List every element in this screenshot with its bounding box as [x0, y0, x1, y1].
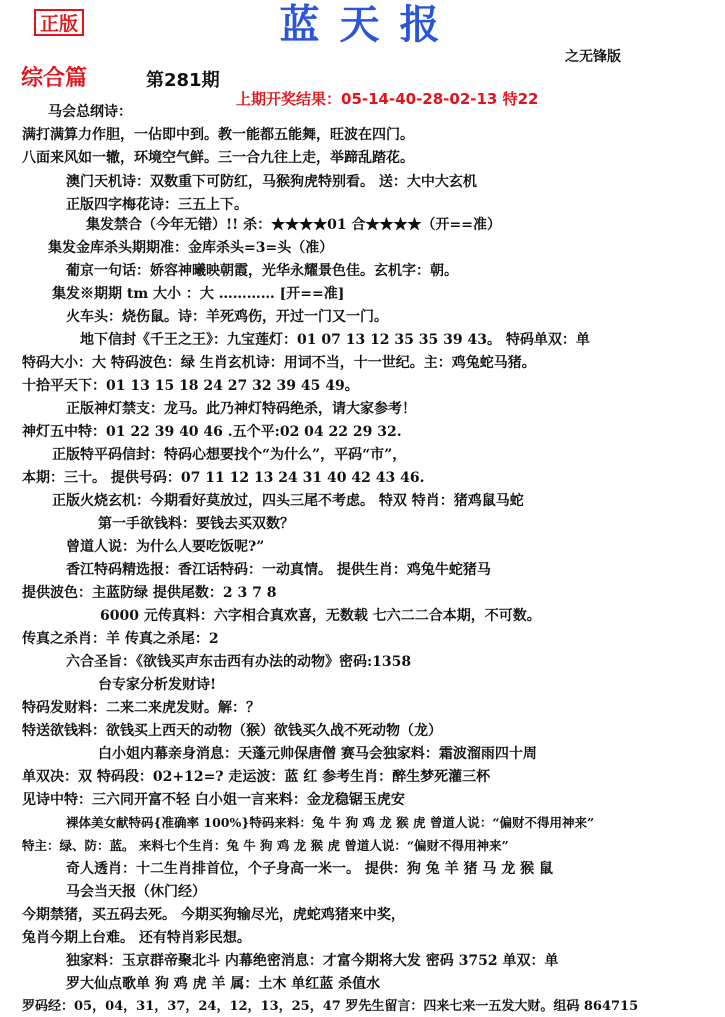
- section-title: 综合篇: [21, 65, 88, 91]
- text-line: 第一手欲钱料：要钱去买双数？: [98, 516, 294, 532]
- text-line: 6000 元传真料：六字相合真欢喜，无数载 七六二二合本期，不可数。: [100, 608, 541, 624]
- text-line: 葡京一句话：娇容神曦映朝霞，光华永耀景色佳。玄机字：朝。: [66, 263, 458, 279]
- text-line: 本期：三十。 提供号码：07 11 12 13 24 31 40 42 43 46.: [22, 470, 425, 486]
- text-line: 特送欲钱料：欲钱买上西天的动物（猴）欲钱买久战不死动物（龙）: [22, 723, 442, 739]
- edition-badge: 正版: [34, 9, 84, 36]
- text-line: 白小姐内幕亲身消息：天蓬元帅保唐僧 赛马会独家料：霜波溜雨四十周: [98, 746, 537, 762]
- text-line: 单双决：双 特码段：02+12=? 走运波：蓝 红 参考生肖：醉生梦死灌三杯: [22, 769, 491, 785]
- text-line: 十拾平天下：01 13 15 18 24 27 32 39 45 49。: [22, 378, 359, 394]
- text-line: 特主：绿、防：蓝。 来料七个生肖：兔 牛 狗 鸡 龙 猴 虎 曾道人说：“偏财不得用神来”: [22, 838, 509, 853]
- text-line: 曾道人说：为什么人要吃饭呢?”: [66, 539, 265, 555]
- text-line: 香江特码精选报：香江话特码：一动真情。 提供生肖：鸡兔牛蛇猪马: [66, 562, 491, 578]
- text-line: 传真之杀肖：羊 传真之杀尾：2: [22, 631, 219, 647]
- text-line: 兔肖今期上台难。 还有特肖彩民想。: [22, 930, 251, 946]
- text-line: 正版四字梅花诗：三五上下。: [66, 197, 248, 213]
- text-line: 集发禁合（今年无错）!! 杀：★★★★01 合★★★★（开==准）: [86, 217, 501, 233]
- text-line: 正版神灯禁支：龙马。此乃神灯特码绝杀，请大家参考！: [66, 401, 416, 417]
- text-line: 澳门天机诗：双数重下可防红，马猴狗虎特别看。 送：大中大玄机: [66, 174, 477, 190]
- text-line: 地下信封《千王之王》：九宝莲灯：01 07 13 12 35 35 39 43。 特码单双：单: [80, 332, 590, 348]
- text-line: 马会当天报（休门经）: [66, 884, 206, 900]
- text-line: 罗大仙点歌单 狗 鸡 虎 羊 属：土木 单红蓝 杀值水: [66, 976, 381, 992]
- text-line: 集发金库杀头期期准：金库杀头=3=头（准）: [48, 240, 334, 256]
- last-result: 上期开奖结果：05-14-40-28-02-13 特22: [236, 90, 539, 108]
- text-line: 台专家分析发财诗!: [98, 677, 217, 693]
- issue-number: 第281期: [146, 70, 220, 91]
- text-line: 独家料：玉京群帝聚北斗 内幕绝密消息：才富今期将大发 密码 3752 单双：单: [66, 953, 559, 969]
- text-line: 正版火烧玄机：今期看好莫放过，四头三尾不考虑。 特双 特肖：猪鸡鼠马蛇: [52, 493, 524, 509]
- text-line: 神灯五中特：01 22 39 40 46 .五个平:02 04 22 29 32.: [22, 424, 402, 440]
- text-line: 特码大小：大 特码波色：绿 生肖玄机诗：用词不当，十一世纪。主：鸡兔蛇马猪。: [22, 355, 536, 371]
- text-line: 八面来风如一辙，环境空气鲜。三一合九往上走，举蹄乱踏花。: [22, 150, 414, 166]
- text-line: 特码发财料：二来二来虎发财。解：？: [22, 700, 260, 716]
- text-line: 提供波色：主蓝防绿 提供尾数：2 3 7 8: [22, 585, 277, 601]
- text-line: 马会总纲诗：: [48, 104, 132, 120]
- text-line: 火车头：烧伤鼠。诗：羊死鸡伤，开过一门又一门。: [66, 309, 388, 325]
- text-line: 见诗中特：三六同开富不轻 白小姐一言来料：金龙稳锯玉虎安: [22, 792, 405, 808]
- text-line: 奇人透肖：十二生肖排首位，个子身高一米一。 提供：狗 兔 羊 猪 马 龙 猴 鼠: [66, 861, 553, 877]
- text-line: 集发※期期 tm 大小 ：大 ………… [开==准]: [52, 286, 345, 302]
- text-line: 裸体美女献特码{准确率 100%}特码来料：兔 牛 狗 鸡 龙 猴 虎 曾道人说：“偏财不得用神来”: [66, 815, 595, 830]
- text-line: 正版特平码信封：特码心想要找个“为什么”，平码“市”，: [52, 447, 407, 463]
- text-line: 今期禁猪，买五码去死。 今期买狗输尽光，虎蛇鸡猪来中奖，: [22, 907, 405, 923]
- text-line: 罗码经：05，04，31，37，24，12，13，25，47 罗先生留言：四来七来一五发大财。组码 864715: [22, 999, 639, 1014]
- edition-label: 之无锋版: [565, 49, 621, 65]
- newspaper-title: 蓝天报: [279, 1, 460, 48]
- text-line: 六合圣旨：《欲钱买声东击西有办法的动物》密码:1358: [66, 654, 412, 670]
- text-line: 满打满算力作胆，一佔即中到。教一能都五能舞，旺波在四门。: [22, 127, 414, 143]
